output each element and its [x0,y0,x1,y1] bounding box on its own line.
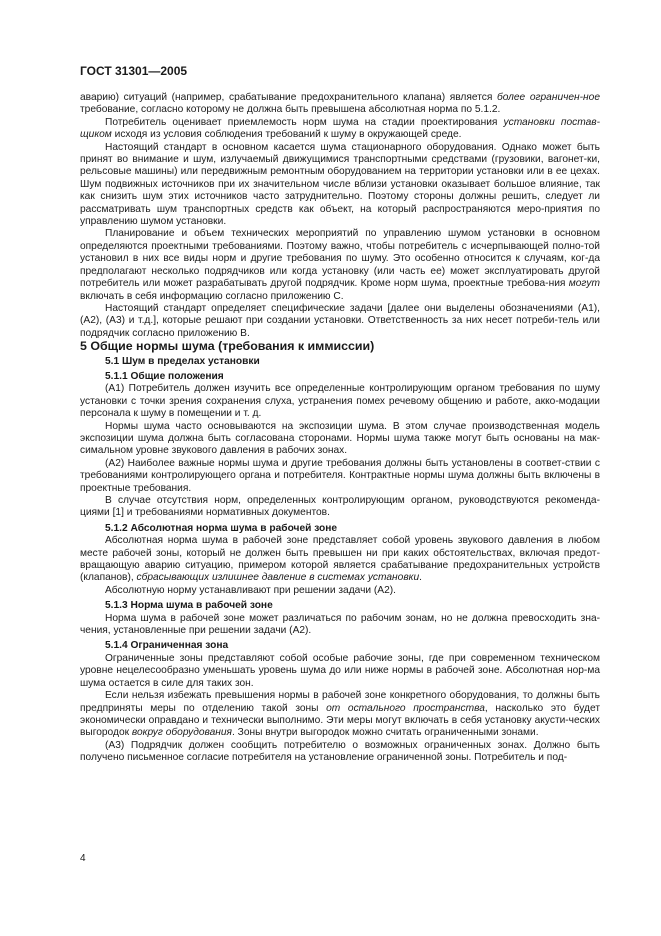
text-run: включать в себя информацию согласно приложению С. [80,290,344,302]
italic-text: сбрасывающих излишнее давление в системах установки [136,572,420,584]
text-run: Настоящий стандарт определяет специфические задачи [далее они выделены обозначениями (А1), (А2), (А3) и т.д.], которые решают при создании установки. Ответственность за них несет потреби-тель или подрядчик согласно приложению В. [80,302,600,339]
document-body [80,92,600,765]
italic-text: вокруг оборудования [131,727,233,739]
body-paragraph [80,653,600,690]
body-paragraph [80,142,600,229]
subsection-heading [80,356,600,368]
text-run: (А1) Потребитель должен изучить все определенные контролирующим органом требования по шуму установки с точки зрения сохранения слуха, устранения помех речевому общению и работе, акко-модации персонала к шуму в помещении и т. д. [80,383,600,420]
section-heading [80,340,600,352]
text-run: Потребитель оценивает приемлемость норм шума на стадии проектирования [105,116,504,128]
text-run: требование, согласно которому не должна быть превышена абсолютная норма по 5.1.2. [80,104,501,116]
text-run: Нормы шума часто основываются на экспозиции шума. В этом случае производственная модель экспозиции шума должна быть согласована сторонами. Нормы шума также могут быть основаны на мак-симальном уровне звукового давления в рабочих зонах. [80,420,600,457]
body-paragraph [80,613,600,638]
body-paragraph [80,740,600,765]
document-header: ГОСТ 31301—2005 [80,64,188,78]
text-run: . Зоны внутри выгородок можно считать ограниченными зонами. [232,727,539,739]
page-number: 4 [80,853,86,864]
text-run: (А2) Наиболее важные нормы шума и другие требования должны быть установлены в соответ-ствии с требованиями контролирующего органа и потребителя. Контрактные нормы шума должны быть включены в проектные требования. [80,457,600,494]
body-paragraph [80,585,600,597]
body-paragraph [80,117,600,142]
body-paragraph [80,92,600,117]
subsection-heading [80,640,600,652]
subsection-heading [80,523,600,535]
text-run: 5.1 Шум в пределах установки [105,355,260,367]
text-run: Настоящий стандарт в основном касается шума стационарного оборудования. Однако может быть принят во внимание и шум, излучаемый движущимися транспортными средствами (грузовики, вагонет-ки, рельсовые машины) или передвижным ремонтным оборудованием на территории установки или в ее цехах. Шум подвижных источников при их значительном числе вблизи установки оказывает большое влияние, так как снизить шум этих источников часто затруднительно. Поэтому стороны должны решить, следует ли рассматривать шум транспортных средств как объект, на который распространяются меро-приятия по управлению шумом установки. [80,141,600,228]
body-paragraph [80,690,600,740]
text-run: 5.1.1 Общие положения [105,370,224,382]
text-run: . [419,572,422,584]
body-paragraph [80,535,600,585]
body-paragraph [80,421,600,458]
text-run: исходя из условия соблюдения требований к шуму в окружающей среде. [111,129,462,141]
body-paragraph [80,303,600,340]
italic-text: более ограничен-ное [496,92,600,103]
text-run: Ограниченные зоны представляют собой особые рабочие зоны, где при современном техническом уровне нецелесообразно уменьшать уровень шума до или ниже нормы в рабочей зоне. Абсолютная нор-ма шума остается в силе для таких зон. [80,652,600,689]
text-run: В случае отсутствия норм, определенных контролирующим органом, руководствуются рекоменда-циями [1] и требованиями нормативных документов. [80,495,600,519]
text-run: 5 Общие нормы шума (требования к иммиссии) [80,339,375,354]
text-run: Абсолютная норма шума в рабочей зоне представляет собой уровень звукового давления в любом месте рабочей зоны, который не должен быть превышен ни при каких обстоятельствах, включая предот-вращающую аварию ситуацию, примером которой является срабатывание предохранительных устройств (клапанов), [80,535,600,584]
body-paragraph [80,458,600,495]
text-run: , насколько это будет экономически оправдано и технически выполнимо. Эти меры могут включать в себя установку акусти-ческих выгородок [80,702,600,739]
text-run: 5.1.2 Абсолютная норма шума в рабочей зоне [105,522,338,534]
subsection-heading [80,600,600,612]
text-run: Если нельзя избежать превышения нормы в рабочей зоне конкретного оборудования, то должны быть предприняты меры по отделению такой зоны [80,690,600,714]
body-paragraph [80,383,600,420]
italic-text: установки постав-щиком [80,116,600,141]
text-run: аварию) ситуаций (например, срабатывание предохранительного клапана) является [80,92,497,103]
text-run: Планирование и объем технических мероприятий по управлению шумом установки в основном определяются проектными требованиями. Поэтому важно, чтобы потребитель с исчерпывающей полно-той установил в них все виды норм и другие требования по шуму. Это особенно относится к случаям, ког-да предполагают несколько подрядчиков или когда установку (или часть ее) может эксплуатировать другой потребитель или может разрабатывать другой подрядчик. Кроме норм шума, проектные требова-ния [80,228,600,290]
text-run: (А3) Подрядчик должен сообщить потребителю о возможных ограниченных зонах. Должно быть получено письменное согласие потребителя на установление ограниченной зоны. Потребитель и под- [80,739,600,764]
text-run: 5.1.4 Ограниченная зона [105,640,229,652]
italic-text: могут [568,278,600,290]
body-paragraph [80,228,600,302]
body-paragraph [80,495,600,520]
subsection-heading [80,371,600,383]
text-run: Норма шума в рабочей зоне может различаться по рабочим зонам, но не должна превосходить зна-чения, установленные при решении задачи (А2). [80,612,600,637]
text-run: 5.1.3 Норма шума в рабочей зоне [105,600,273,612]
italic-text: от остального пространства [326,702,485,714]
text-run: Абсолютную норму устанавливают при решении задачи (А2). [105,584,396,596]
